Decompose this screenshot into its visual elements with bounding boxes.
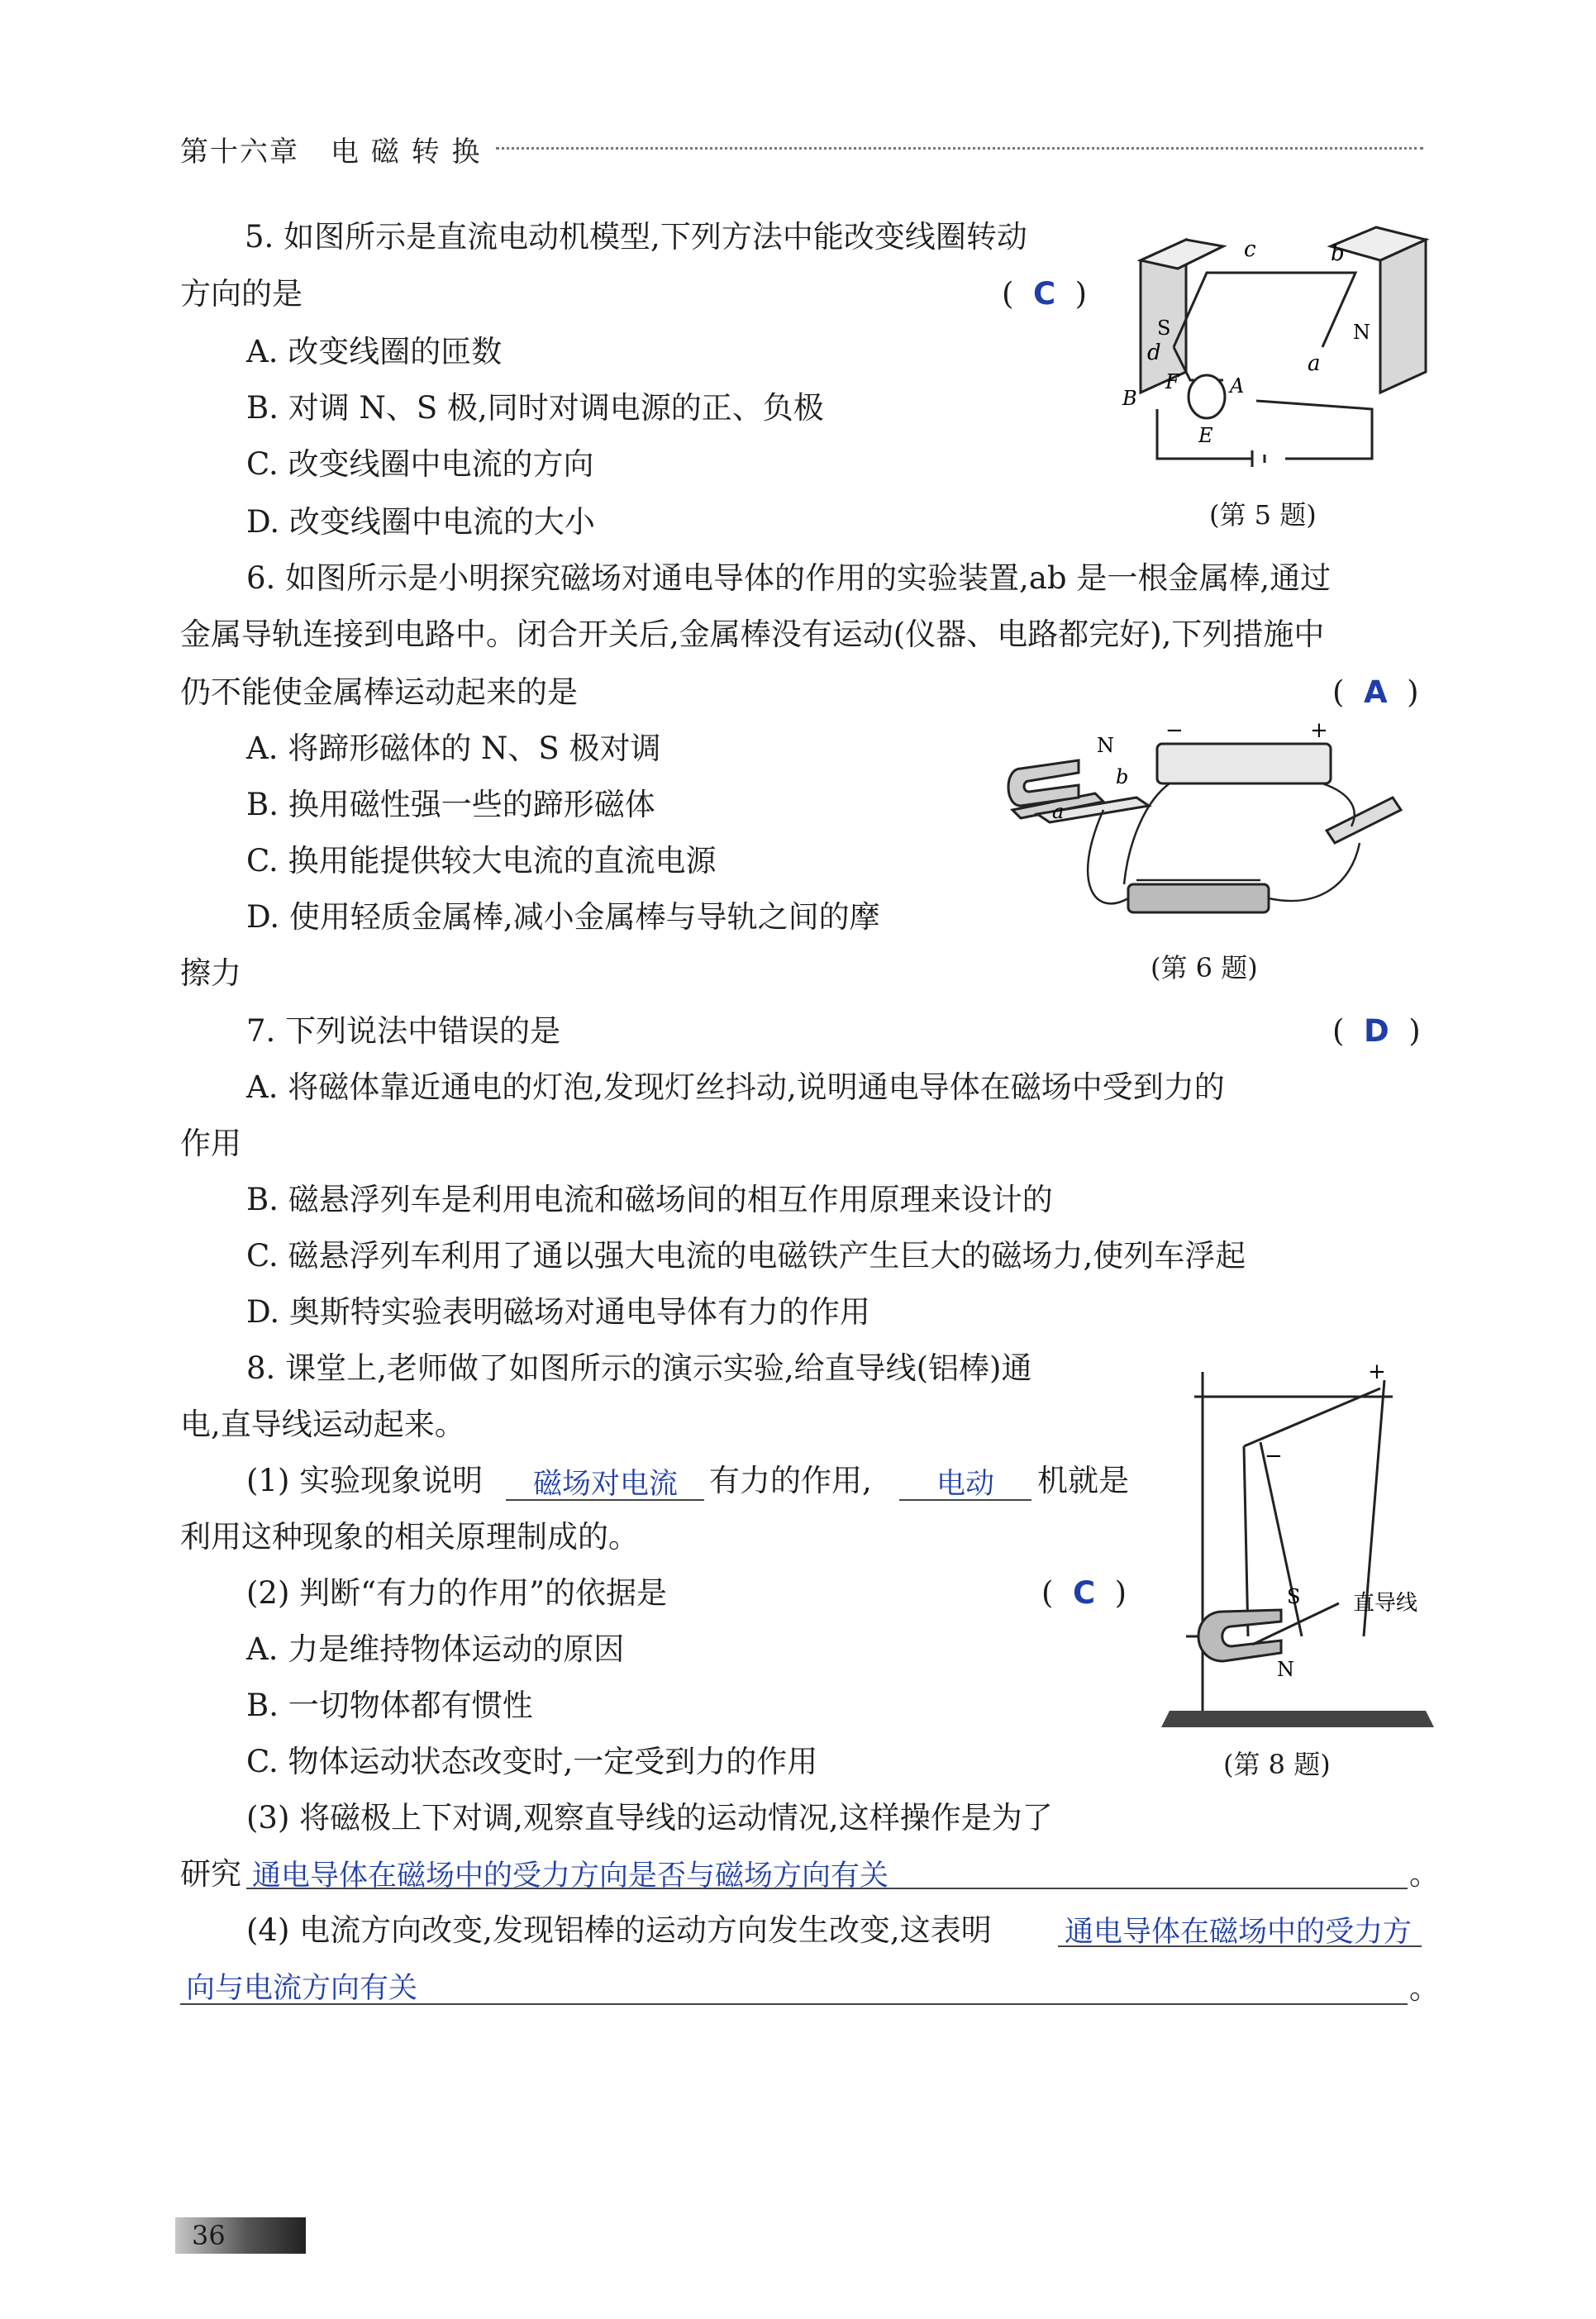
q8-p1-blank1: 磁场对电流 [533, 1468, 679, 1501]
q6-answer-bracket: ( A ) [1332, 674, 1419, 710]
q8-p4-blank-line2: 向与电流方向有关 [186, 1972, 418, 2005]
q5-label-s: S [1157, 317, 1171, 340]
q5-label-n: N [1353, 321, 1370, 344]
q5-option-c: C. 改变线圈中电流的方向 [246, 446, 594, 482]
q6-option-b: B. 换用磁性强一些的蹄形磁体 [246, 787, 655, 822]
q6-label-a: a [1052, 800, 1065, 823]
q6-label-b: b [1116, 765, 1129, 788]
q5-stem-line1: 5. 如图所示是直流电动机模型,下列方法中能改变线圈转动 [245, 219, 1027, 255]
q8-p2-option-a: A. 力是维持物体运动的原因 [246, 1631, 625, 1667]
q5-option-b: B. 对调 N、S 极,同时对调电源的正、负极 [246, 390, 824, 426]
q6-option-d-cont: 擦力 [180, 955, 241, 991]
q8-p3-end: 。 [1409, 1856, 1440, 1892]
q8-fig-label-s: S [1287, 1585, 1301, 1608]
q5-caption: (第 5 题) [1209, 499, 1317, 531]
q8-p1-text-a: (1) 实验现象说明 [246, 1463, 484, 1498]
q6-stem-line1: 6. 如图所示是小明探究磁场对通电导体的作用的实验装置,ab 是一根金属棒,通过 [246, 560, 1332, 596]
q5-label-b: b [1331, 241, 1345, 266]
q5-label-d: d [1147, 340, 1161, 365]
q8-p3-text-a: (3) 将磁极上下对调,观察直导线的运动情况,这样操作是为了 [246, 1800, 1053, 1836]
chapter-title: 电 磁 转 换 [331, 136, 482, 169]
q8-p1-blank2-line [899, 1499, 1031, 1501]
q6-option-d: D. 使用轻质金属棒,减小金属棒与导轨之间的摩 [246, 899, 880, 935]
q8-p1-blank2: 电动 [936, 1468, 995, 1501]
q5-option-a: A. 改变线圈的匝数 [246, 334, 503, 369]
q5-option-d: D. 改变线圈中电流的大小 [246, 504, 595, 540]
q6-apparatus-figure [1004, 719, 1434, 942]
q8-p4-text-a: (4) 电流方向改变,发现铝棒的运动方向发生改变,这表明 [246, 1912, 992, 1948]
q8-p1-text-b: 有力的作用, [709, 1463, 872, 1498]
q8-fig-label-minus: − [1265, 1444, 1283, 1469]
q8-p4-end: 。 [1409, 1970, 1440, 2006]
page-number: 36 [192, 2220, 226, 2251]
q8-p3-text-b: 研究 [180, 1856, 241, 1892]
q8-stem-line2: 电,直导线运动起来。 [180, 1407, 465, 1442]
q8-p4-blank-line1: 通电导体在磁场中的受力方 [1065, 1916, 1413, 1949]
q6-stem-line3: 仍不能使金属棒运动起来的是 [180, 674, 578, 710]
q8-p4-blank-line1-rule [1058, 1945, 1422, 1947]
q6-option-a: A. 将蹄形磁体的 N、S 极对调 [246, 731, 661, 766]
q6-caption: (第 6 题) [1151, 952, 1258, 983]
q8-p2-stem: (2) 判断“有力的作用”的依据是 [246, 1575, 668, 1611]
q8-p4-blank-line2-rule [180, 2003, 1408, 2005]
q5-answer-bracket: ( C ) [1002, 276, 1088, 312]
q7-option-c: C. 磁悬浮列车利用了通以强大电流的电磁铁产生巨大的磁场力,使列车浮起 [246, 1238, 1246, 1274]
q7-option-a-line1: A. 将磁体靠近通电的灯泡,发现灯丝抖动,说明通电导体在磁场中受到力的 [246, 1069, 1225, 1105]
q5-label-bb: B [1122, 387, 1137, 410]
q7-stem: 7. 下列说法中错误的是 [246, 1013, 561, 1049]
q8-fig-label-n: N [1277, 1658, 1294, 1681]
q5-label-f: F [1165, 370, 1179, 393]
q6-label-n: N [1097, 734, 1114, 757]
header-dotted-rule [496, 147, 1423, 150]
q8-stem-line1: 8. 课堂上,老师做了如图所示的演示实验,给直导线(铝棒)通 [246, 1350, 1032, 1386]
q6-option-c: C. 换用能提供较大电流的直流电源 [246, 843, 717, 879]
q7-option-a-line2: 作用 [180, 1126, 241, 1161]
q7-option-b: B. 磁悬浮列车是利用电流和磁场间的相互作用原理来设计的 [246, 1182, 1053, 1217]
q5-stem-line2: 方向的是 [180, 276, 303, 312]
q7-answer-bracket: ( D ) [1332, 1013, 1421, 1049]
q8-p1-text-d: 利用这种现象的相关原理制成的。 [180, 1519, 639, 1555]
chapter-label: 第十六章 [180, 136, 299, 169]
q5-answer: C [1032, 276, 1056, 312]
q8-p2-answer-bracket: ( C ) [1041, 1575, 1127, 1611]
q8-p1-blank1-line [506, 1499, 704, 1501]
q8-stand-figure [1161, 1359, 1442, 1727]
q8-p3-blank-line [246, 1888, 1408, 1889]
q5-label-c: c [1244, 237, 1256, 262]
q6-label-plus: + [1310, 718, 1328, 743]
q7-option-d: D. 奥斯特实验表明磁场对通电导体有力的作用 [246, 1294, 870, 1330]
q8-p2-option-b: B. 一切物体都有惯性 [246, 1688, 533, 1723]
q6-stem-line2: 金属导轨连接到电路中。闭合开关后,金属棒没有运动(仪器、电路都完好),下列措施中 [180, 617, 1325, 652]
q7-answer: D [1363, 1013, 1389, 1049]
q8-p2-answer: C [1072, 1575, 1096, 1611]
q6-label-minus: − [1165, 718, 1184, 743]
q8-fig-label-wire: 直导线 [1353, 1591, 1418, 1616]
q5-label-e: E [1198, 424, 1213, 447]
q5-label-a: a [1308, 351, 1321, 376]
q8-p1-text-c: 机就是 [1037, 1463, 1129, 1498]
q5-motor-figure [1108, 223, 1438, 496]
q8-fig-label-plus: + [1368, 1359, 1386, 1384]
q8-p3-blank: 通电导体在磁场中的受力方向是否与磁场方向有关 [252, 1859, 889, 1893]
q6-answer: A [1363, 674, 1388, 710]
q8-p2-option-c: C. 物体运动状态改变时,一定受到力的作用 [246, 1744, 818, 1779]
q8-caption: (第 8 题) [1223, 1749, 1331, 1780]
q5-label-a2: A [1230, 374, 1245, 398]
